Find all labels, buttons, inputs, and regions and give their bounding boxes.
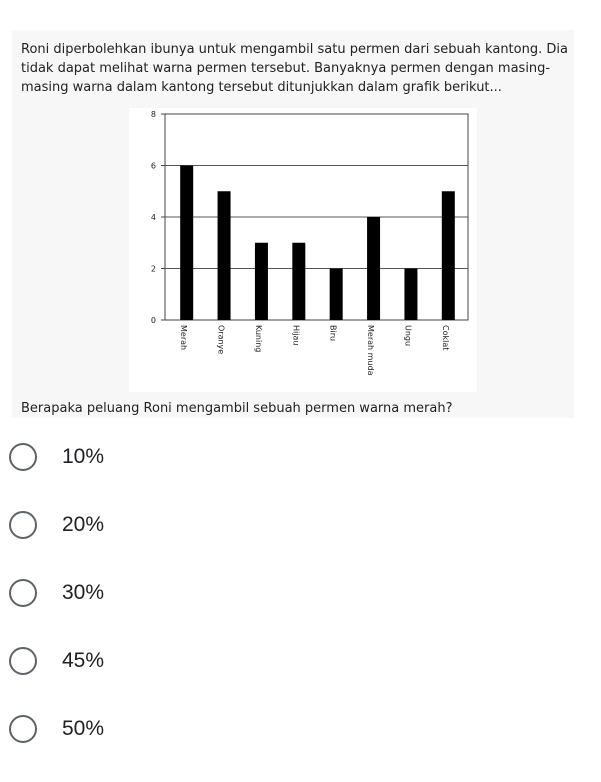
x-tick-label: Merah xyxy=(179,325,189,351)
option-1[interactable] xyxy=(0,434,601,502)
y-tick-label: 8 xyxy=(150,110,156,119)
radio-button-icon[interactable] xyxy=(9,579,37,607)
answer-options xyxy=(0,434,601,774)
question-text: Roni diperbolehkan ibunya untuk mengambil satu permen dari sebuah kantong. Dia tidak dapat melihat warna permen tersebut. Banyaknya permen dengan masing-masing warna dalam kantong tersebut ditunjukkan dalam grafik berikut... xyxy=(21,42,568,95)
option-5[interactable] xyxy=(0,706,601,774)
option-label: 10% xyxy=(62,445,105,468)
radio-button-icon[interactable] xyxy=(9,511,37,539)
option-3[interactable] xyxy=(0,570,601,638)
x-tick-label: Coklat xyxy=(440,325,450,351)
x-tick-label: Ungu xyxy=(403,325,413,347)
x-tick-label: Merah muda xyxy=(366,325,376,376)
y-tick-label: 4 xyxy=(150,213,156,222)
bar-hijau xyxy=(292,243,305,320)
x-tick-label: Hijau xyxy=(291,325,301,346)
bar-ungu xyxy=(404,269,417,321)
y-tick-label: 6 xyxy=(150,161,156,171)
bar-biru xyxy=(330,269,343,321)
option-label: 45% xyxy=(62,649,105,672)
option-4[interactable] xyxy=(0,638,601,706)
y-tick-label: 0 xyxy=(150,316,156,325)
option-2[interactable] xyxy=(0,502,601,570)
bar-chart xyxy=(129,108,477,392)
option-label: 20% xyxy=(62,513,105,536)
x-tick-label: Oranye xyxy=(216,325,226,355)
option-label: 30% xyxy=(62,581,105,604)
radio-button-icon[interactable] xyxy=(9,443,37,471)
bar-merah xyxy=(180,166,193,321)
y-tick-label: 2 xyxy=(150,264,156,274)
question-prompt: Berapaka peluang Roni mengambil sebuah permen warna merah? xyxy=(21,401,453,416)
bar-coklat xyxy=(442,191,455,320)
bar-oranye xyxy=(218,191,231,320)
bar-chart-svg xyxy=(129,108,477,392)
x-tick-label: Kuning xyxy=(253,325,263,353)
question-panel xyxy=(12,30,574,418)
bar-kuning xyxy=(255,243,268,320)
radio-button-icon[interactable] xyxy=(9,715,37,743)
radio-button-icon[interactable] xyxy=(9,647,37,675)
bar-merah-muda xyxy=(367,217,380,320)
option-label: 50% xyxy=(62,717,105,740)
x-tick-label: Biru xyxy=(328,325,338,342)
